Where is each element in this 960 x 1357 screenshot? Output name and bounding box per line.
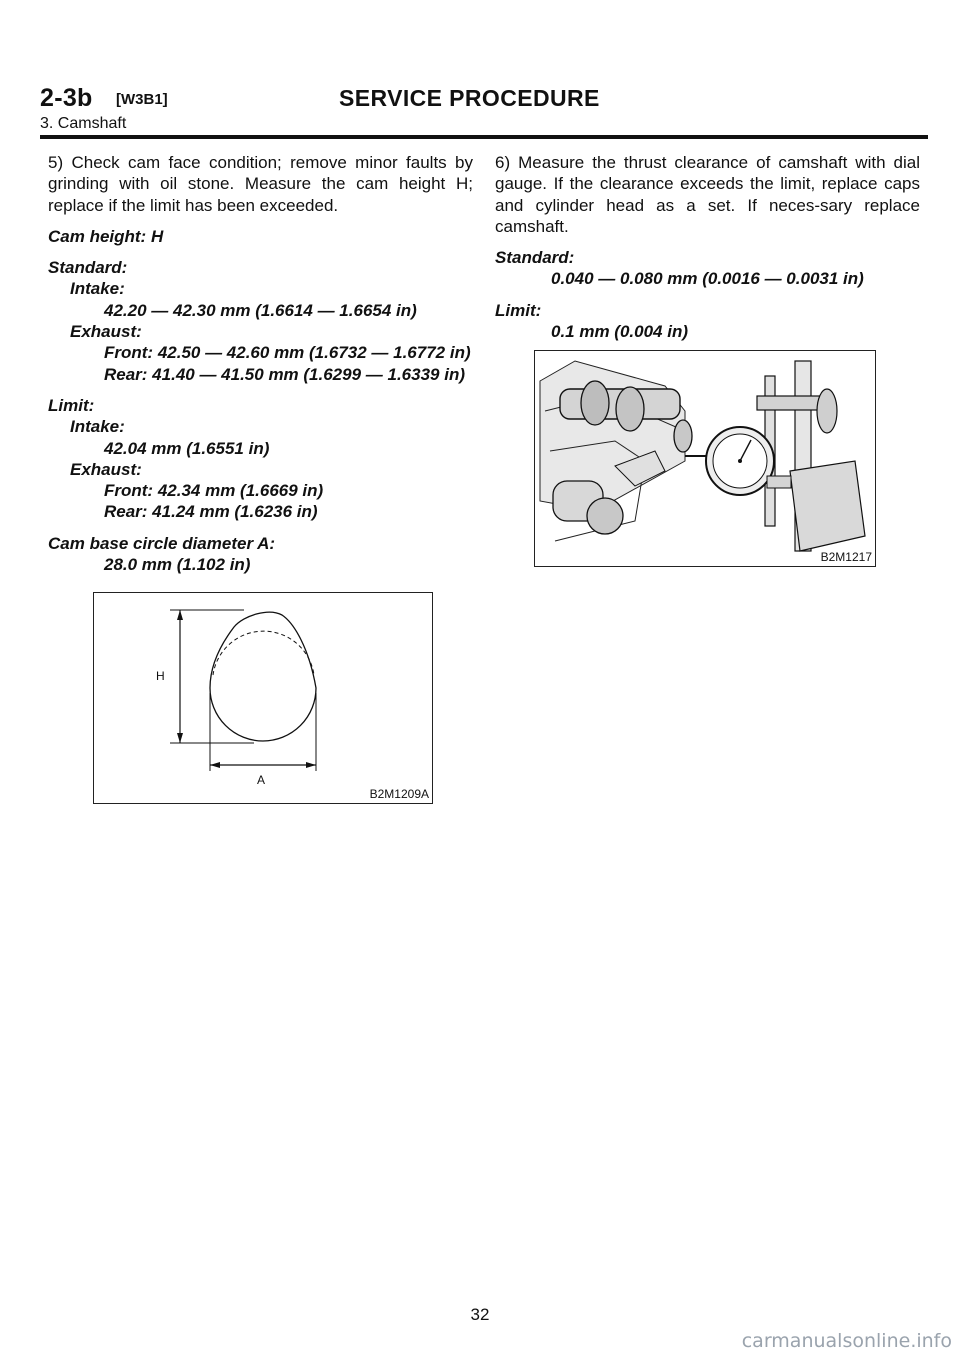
exhaust-front-limit: Front: 42.34 mm (1.6669 in) bbox=[104, 481, 324, 501]
figure-caption-1: B2M1209A bbox=[369, 787, 429, 801]
page-title: SERVICE PROCEDURE bbox=[339, 85, 600, 111]
step-6-text: 6) Measure the thrust clearance of camshaft with dial gauge. If the clearance exceeds the limit, replace caps and cylinder head as a set. If neces-sary replace camshaft. bbox=[495, 153, 920, 236]
step-5-text: 5) Check cam face condition; remove minor faults by grinding with oil stone. Measure the cam height H; replace if the limit has been exceeded. bbox=[48, 153, 473, 215]
header-code: 2-3b bbox=[40, 84, 93, 112]
exhaust-rear-standard: Rear: 41.40 — 41.50 mm (1.6299 — 1.6339 in) bbox=[104, 364, 465, 384]
standard-label: Standard: bbox=[48, 258, 128, 278]
diameter-label-a: A bbox=[257, 773, 266, 787]
intake-standard-value: 42.20 — 42.30 mm (1.6614 — 1.6654 in) bbox=[104, 300, 417, 320]
section-subtitle: 3. Camshaft bbox=[40, 115, 127, 132]
watermark: carmanualsonline.info bbox=[741, 1330, 952, 1352]
base-circle-label: Cam base circle diameter A: bbox=[48, 533, 276, 553]
exhaust-label: Exhaust: bbox=[70, 322, 142, 342]
thrust-limit-label: Limit: bbox=[495, 300, 542, 320]
cam-height-heading: Cam height: H bbox=[48, 226, 164, 246]
dial-gauge-drawing bbox=[535, 351, 875, 566]
cam-profile-figure bbox=[93, 592, 433, 804]
left-column bbox=[48, 152, 473, 575]
exhaust-front-standard: Front: 42.50 — 42.60 mm (1.6732 — 1.6772 in) bbox=[104, 343, 471, 363]
limit-label: Limit: bbox=[48, 395, 95, 415]
intake-limit-value: 42.04 mm (1.6551 in) bbox=[104, 438, 270, 458]
thrust-standard-value: 0.040 — 0.080 mm (0.0016 — 0.0031 in) bbox=[551, 269, 864, 289]
thrust-standard-label: Standard: bbox=[495, 248, 575, 268]
thrust-limit-value: 0.1 mm (0.004 in) bbox=[551, 322, 689, 342]
intake-limit-label: Intake: bbox=[70, 417, 125, 437]
figure-caption-2: B2M1217 bbox=[820, 550, 872, 564]
cam-profile-drawing bbox=[94, 593, 432, 803]
height-label-h: H bbox=[156, 669, 165, 683]
page-number: 32 bbox=[470, 1305, 490, 1324]
dial-gauge-figure bbox=[534, 350, 876, 567]
header-tag: [W3B1] bbox=[116, 91, 168, 108]
header-rule bbox=[40, 135, 928, 139]
base-circle-value: 28.0 mm (1.102 in) bbox=[104, 555, 251, 575]
right-column bbox=[495, 152, 920, 342]
exhaust-limit-label: Exhaust: bbox=[70, 459, 142, 479]
intake-label: Intake: bbox=[70, 279, 125, 299]
exhaust-rear-limit: Rear: 41.24 mm (1.6236 in) bbox=[104, 502, 318, 522]
